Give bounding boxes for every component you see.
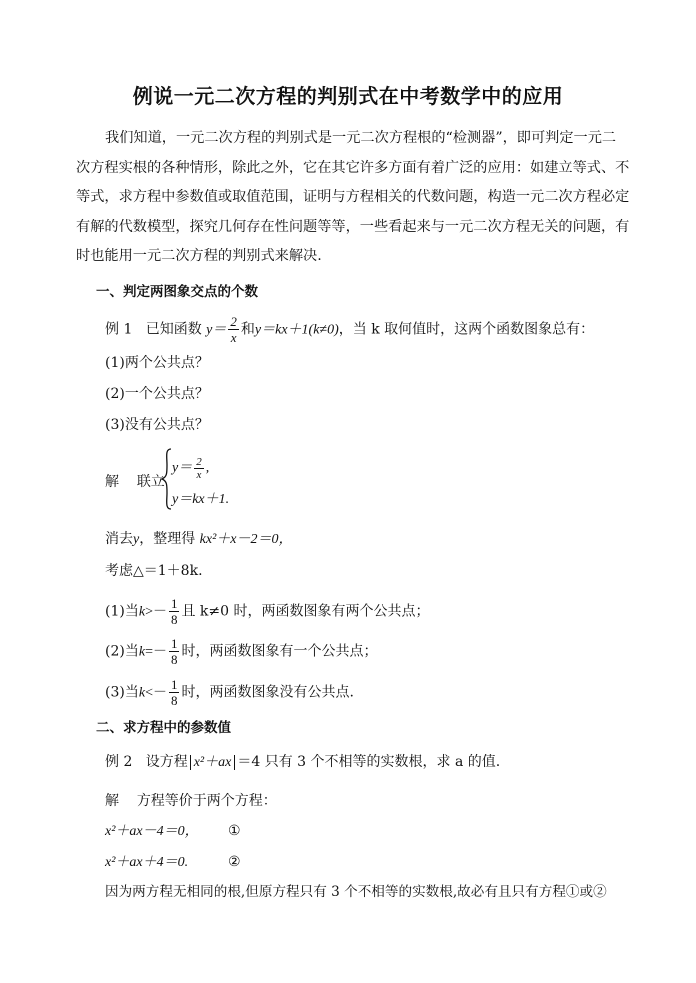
math-expression: y＝kx＋1(k≠0) xyxy=(254,322,339,338)
example-label: 例 1 xyxy=(105,321,133,338)
system-line-1: y＝ $\frac{2}{x}$ , xyxy=(172,456,210,481)
page-title: 例说一元二次方程的判别式在中考数学中的应用 xyxy=(132,84,564,108)
question-1: (1)两个公共点？ xyxy=(105,355,209,371)
conclusion-line: 因为两方程无相同的根,但原方程只有 3 个不相等的实数根,故必有且只有方程①或② xyxy=(105,884,607,900)
example-text: 和 xyxy=(240,321,255,338)
equation-1: x²＋ax－4＝0， ① xyxy=(105,823,241,839)
math-expression: y＝ xyxy=(206,322,227,338)
section-heading: 二、求方程中的参数值 xyxy=(96,720,231,736)
eliminate-line: 消去y，整理得 kx²＋x－2＝0， xyxy=(105,531,293,547)
solution-intro: 解 方程等价于两个方程： xyxy=(105,793,277,809)
fraction: $\frac{1}{8}$ xyxy=(170,596,178,627)
discriminant-line: 考虑△＝1＋8k. xyxy=(105,563,203,579)
fraction: $\frac{2}{x}$ xyxy=(230,314,237,345)
case-2: (2)当k=－ $\frac{1}{8}$ 时，两函数图象有一个公共点； xyxy=(105,636,378,667)
case-1: (1)当k>－ $\frac{1}{8}$ 且 k≠0 时，两函数图象有两个公共点； xyxy=(105,596,430,627)
system-line-2: y＝kx＋1. xyxy=(172,492,230,507)
intro-line: 有解的代数模型，探究几何存在性问题等等，一些看起来与一元二次方程无关的问题，有 xyxy=(76,218,630,235)
solution-label: 解 xyxy=(105,793,119,809)
equation-2: x²＋ax＋4＝0. ② xyxy=(105,854,241,870)
intro-paragraph xyxy=(76,124,630,272)
case-3: (3)当k<－ $\frac{1}{8}$ 时，两函数图象没有公共点. xyxy=(105,677,354,708)
question-3: (3)没有公共点？ xyxy=(105,417,209,433)
intro-line: 次方程实根的各种情形，除此之外，它在其它许多方面有着广泛的应用：如建立等式、不 xyxy=(76,159,630,176)
section-heading: 一、判定两图象交点的个数 xyxy=(96,284,258,300)
math-expression: kx²＋x－2＝0， xyxy=(199,532,293,547)
fraction: $\frac{2}{x}$ xyxy=(196,456,202,481)
example-label: 例 2 xyxy=(105,754,133,770)
example-text: 已知函数 xyxy=(145,321,202,338)
example-text: ，当 k 取何值时，这两个函数图象总有： xyxy=(338,321,595,338)
solution-label: 解 xyxy=(105,474,119,490)
question-2: (2)一个公共点？ xyxy=(105,386,209,402)
example-1 xyxy=(105,314,594,345)
intro-line: 时也能用一元二次方程的判别式来解决. xyxy=(76,248,322,264)
intro-line: 等式，求方程中参数值或取值范围，证明与方程相关的代数问题，构造一元二次方程必定 xyxy=(76,189,630,205)
fraction: $\frac{1}{8}$ xyxy=(170,677,178,708)
solution-intro xyxy=(105,472,165,492)
intro-line: 我们知道，一元二次方程的判别式是一元二次方程根的“检测器”，即可判定一元二 xyxy=(105,130,617,146)
solution-text: 联立 xyxy=(136,474,165,490)
example-2: 例 2 设方程 x²＋ax ＝4 只有 3 个不相等的实数根，求 a 的值. xyxy=(105,754,501,770)
absolute-value-expression: x²＋ax xyxy=(190,755,236,770)
fraction: $\frac{1}{8}$ xyxy=(170,636,178,667)
